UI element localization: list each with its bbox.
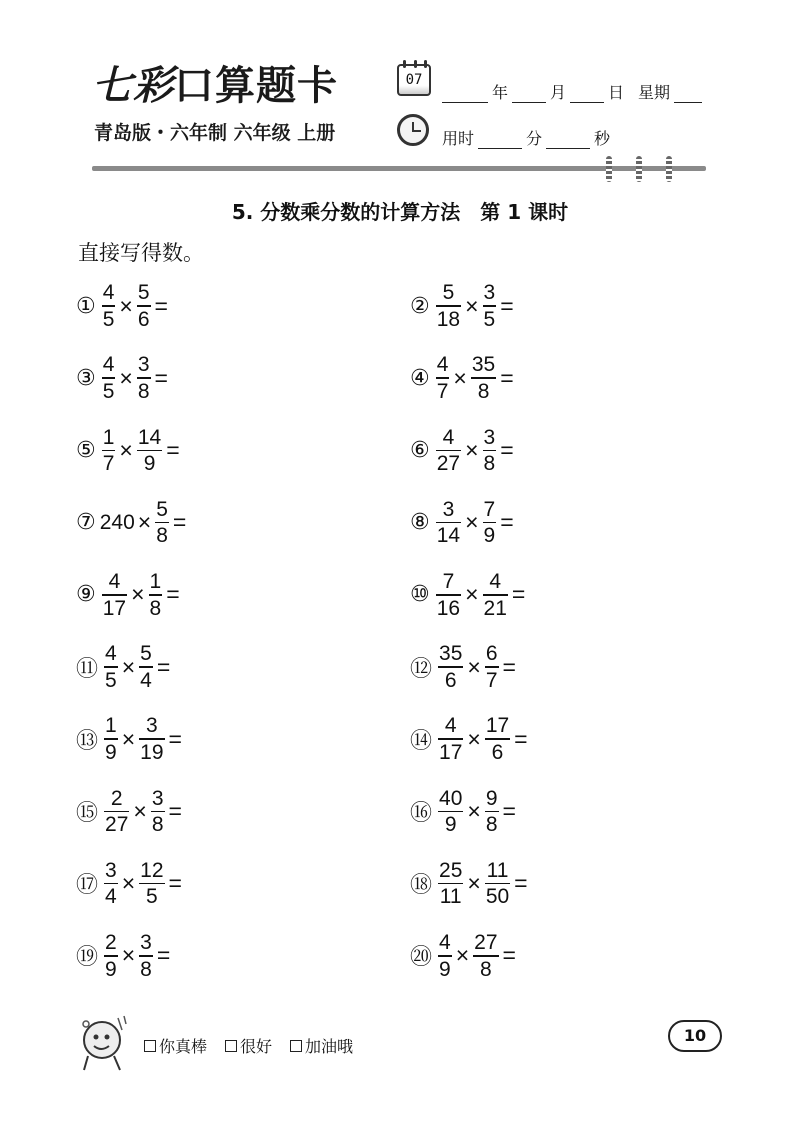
problem-item (410, 422, 606, 478)
equals-sign: = (500, 436, 514, 463)
numerator: 7 (483, 497, 496, 521)
fraction-bar (155, 522, 169, 524)
calendar-day: 07 (405, 72, 423, 88)
fraction (438, 715, 463, 763)
binder-rings-icon (606, 156, 672, 182)
times-sign: × (467, 653, 481, 680)
problem-number: ⑲ (76, 945, 99, 971)
numerator: 12 (140, 858, 164, 882)
answer-area[interactable] (184, 869, 274, 899)
numerator: 1 (149, 570, 162, 594)
times-sign: × (119, 292, 133, 319)
denominator: 9 (439, 957, 451, 981)
equals-sign: = (156, 942, 171, 969)
answer-area[interactable] (516, 508, 606, 538)
month-label: 月 (550, 83, 567, 102)
denominator: 9 (143, 452, 156, 476)
fraction-bar (438, 883, 463, 885)
problem-number: ⑦ (76, 510, 96, 536)
fraction-bar (104, 883, 118, 885)
problem-item (76, 422, 272, 478)
times-sign: × (455, 942, 470, 969)
times-sign: × (467, 725, 481, 752)
fraction (485, 860, 510, 908)
edition-label: 青岛版・六年制 六年级 上册 (94, 122, 336, 144)
numerator: 1 (102, 425, 115, 449)
equals-sign: = (172, 509, 187, 536)
fraction (436, 499, 461, 547)
answer-area[interactable] (518, 941, 608, 971)
fraction-bar (483, 594, 508, 596)
numerator: 3 (140, 931, 152, 955)
denominator: 11 (439, 885, 462, 909)
fraction-bar (104, 666, 118, 668)
times-sign: × (465, 292, 479, 319)
equals-sign: = (156, 653, 171, 680)
elapsed-label: 用时 (442, 129, 475, 148)
time-fill-line (442, 126, 610, 149)
problem-number: ⑨ (76, 582, 96, 608)
answer-area[interactable] (530, 724, 620, 754)
fraction (104, 788, 129, 836)
fraction (438, 932, 452, 980)
checkbox-icon[interactable] (225, 1040, 237, 1052)
problem-number: ⑮ (76, 800, 99, 826)
fraction (139, 715, 164, 763)
year-blank[interactable] (442, 86, 488, 103)
denominator: 27 (105, 813, 129, 837)
fraction-bar (438, 666, 463, 668)
problem-item (410, 856, 620, 912)
brand-title (92, 62, 338, 109)
equals-sign: = (502, 653, 516, 680)
fraction-bar (139, 883, 164, 885)
day-label: 日 (608, 83, 625, 102)
numerator: 1 (105, 714, 117, 738)
fraction (102, 571, 127, 619)
answer-area[interactable] (188, 508, 278, 538)
fraction-bar (485, 811, 499, 813)
fraction (104, 932, 118, 980)
calendar-icon (397, 64, 431, 96)
answer-area[interactable] (516, 435, 606, 465)
fraction (485, 715, 510, 763)
problem-item (76, 278, 260, 334)
rating-options (144, 1034, 353, 1057)
denominator: 5 (102, 379, 115, 403)
fraction-bar (104, 811, 129, 813)
denominator: 9 (105, 957, 117, 981)
denominator: 6 (444, 668, 457, 692)
problem-number: ③ (76, 365, 96, 391)
times-sign: × (121, 653, 136, 680)
numerator: 4 (102, 281, 115, 305)
denominator: 14 (436, 524, 461, 548)
denominator: 8 (137, 379, 150, 403)
problem-item (76, 928, 262, 984)
numerator: 4 (489, 570, 502, 594)
denominator: 9 (483, 524, 496, 548)
year-label: 年 (492, 83, 509, 102)
fraction (483, 499, 497, 547)
answer-area[interactable] (172, 941, 262, 971)
checkbox-icon[interactable] (144, 1040, 156, 1052)
answer-area[interactable] (170, 291, 260, 321)
answer-area[interactable] (518, 652, 608, 682)
times-sign: × (465, 436, 479, 463)
problem-number: ⑰ (76, 873, 99, 899)
fraction-bar (102, 594, 127, 596)
times-sign: × (133, 797, 147, 824)
fraction (438, 788, 463, 836)
checkbox-icon[interactable] (290, 1040, 302, 1052)
times-sign: × (453, 364, 467, 391)
numerator: 3 (483, 425, 496, 449)
fraction-bar (483, 522, 497, 524)
fraction (104, 715, 118, 763)
denominator: 19 (140, 740, 164, 764)
numerator: 3 (145, 714, 158, 738)
problem-item (76, 783, 274, 839)
denominator: 7 (485, 668, 498, 692)
denominator: 5 (105, 668, 117, 692)
denominator: 5 (102, 307, 115, 331)
fraction (137, 427, 162, 475)
problem-item (76, 711, 274, 767)
numerator: 35 (439, 642, 463, 666)
fraction (139, 932, 153, 980)
denominator: 6 (491, 740, 504, 764)
fraction (155, 499, 169, 547)
fraction-bar (137, 450, 162, 452)
answer-area[interactable] (516, 363, 606, 393)
fraction-bar (473, 955, 498, 957)
numerator: 25 (439, 858, 463, 882)
minutes-blank[interactable] (478, 132, 522, 149)
fraction-bar (151, 811, 165, 813)
fraction (104, 860, 118, 908)
denominator: 7 (436, 379, 449, 403)
rating-keep-going[interactable] (290, 1034, 353, 1057)
problem-number: ⑤ (76, 437, 96, 463)
numerator: 5 (442, 281, 455, 305)
fraction-bar (139, 666, 153, 668)
denominator: 8 (140, 957, 152, 981)
denominator: 27 (436, 452, 461, 476)
fraction-bar (436, 594, 461, 596)
answer-area[interactable] (184, 796, 274, 826)
denominator: 4 (105, 885, 117, 909)
denominator: 8 (483, 452, 496, 476)
numerator: 17 (485, 714, 510, 738)
numerator: 3 (442, 497, 455, 521)
problem-item (410, 350, 606, 406)
numerator: 14 (137, 425, 162, 449)
problem-number: ⑥ (410, 437, 430, 463)
answer-area[interactable] (530, 869, 620, 899)
problem-item (410, 783, 608, 839)
clock-icon (397, 114, 429, 146)
rating-great[interactable] (144, 1034, 207, 1057)
denominator: 8 (477, 379, 490, 403)
problem-item (410, 278, 606, 334)
brand-title-qicai: 七彩 (92, 62, 174, 109)
numerator: 3 (151, 786, 164, 810)
numerator: 5 (137, 281, 150, 305)
rating-label: 很好 (240, 1037, 273, 1056)
fraction-bar (102, 305, 116, 307)
problem-number: ⑯ (410, 800, 433, 826)
instruction: 直接写得数。 (78, 241, 204, 265)
equals-sign: = (511, 581, 526, 608)
fraction (436, 282, 461, 330)
fraction (438, 860, 463, 908)
times-sign: × (119, 436, 133, 463)
problem-number: ⑭ (410, 728, 433, 754)
fraction-bar (485, 666, 499, 668)
equals-sign: = (502, 797, 516, 824)
fraction-bar (139, 955, 153, 957)
denominator: 7 (102, 452, 115, 476)
numerator: 11 (486, 858, 509, 882)
fraction-bar (436, 450, 461, 452)
times-sign: × (121, 870, 136, 897)
problem-number: ⑩ (410, 582, 430, 608)
problem-number: ⑧ (410, 510, 430, 536)
fraction-bar (104, 955, 118, 957)
fraction (104, 643, 118, 691)
denominator: 21 (483, 596, 507, 620)
numerator: 3 (483, 281, 496, 305)
fraction (137, 282, 151, 330)
cartoon-mascot-icon (74, 1010, 134, 1072)
denominator: 6 (137, 307, 150, 331)
problem-number: ⑱ (410, 873, 433, 899)
problem-item (76, 856, 274, 912)
times-sign: × (121, 942, 136, 969)
answer-area[interactable] (170, 363, 260, 393)
fraction-bar (139, 738, 164, 740)
equals-sign: = (502, 942, 516, 969)
problem-item (410, 495, 606, 551)
fraction (137, 354, 151, 402)
fraction-bar (149, 594, 163, 596)
fraction-bar (102, 377, 116, 379)
equals-sign: = (166, 436, 180, 463)
numerator: 2 (105, 931, 117, 955)
equals-sign: = (154, 364, 168, 391)
numerator: 5 (140, 642, 152, 666)
numerator: 4 (105, 642, 117, 666)
problem-item (76, 567, 272, 623)
denominator: 5 (483, 307, 496, 331)
fraction (139, 860, 164, 908)
fraction-bar (104, 738, 118, 740)
equals-sign: = (514, 870, 528, 897)
fraction-bar (483, 450, 497, 452)
fraction (483, 571, 508, 619)
fraction (485, 788, 499, 836)
whole-number: 240 (99, 510, 135, 534)
numerator: 4 (102, 353, 115, 377)
brand-title-koushuan: 口算题卡 (174, 63, 338, 109)
rating-label: 加油哦 (305, 1037, 354, 1056)
denominator: 8 (151, 813, 164, 837)
problem-number: ⑳ (410, 945, 433, 971)
denominator: 50 (485, 885, 510, 909)
fraction (151, 788, 165, 836)
problem-item (410, 639, 608, 695)
fraction-bar (137, 305, 151, 307)
numerator: 4 (439, 931, 451, 955)
times-sign: × (465, 509, 479, 536)
denominator: 9 (444, 813, 457, 837)
month-blank[interactable] (512, 86, 546, 103)
equals-sign: = (168, 797, 182, 824)
answer-area[interactable] (172, 652, 262, 682)
fraction-bar (438, 738, 463, 740)
seconds-label: 秒 (594, 129, 611, 148)
fraction (436, 571, 461, 619)
equals-sign: = (500, 364, 514, 391)
equals-sign: = (166, 581, 180, 608)
times-sign: × (465, 581, 479, 608)
times-sign: × (467, 870, 481, 897)
denominator: 9 (105, 740, 117, 764)
times-sign: × (121, 725, 136, 752)
fraction (471, 354, 496, 402)
equals-sign: = (154, 292, 168, 319)
numerator: 3 (105, 858, 117, 882)
fraction (485, 643, 499, 691)
problem-number: ⑫ (410, 656, 433, 682)
numerator: 4 (108, 570, 121, 594)
denominator: 8 (485, 813, 498, 837)
numerator: 3 (137, 353, 150, 377)
numerator: 27 (474, 931, 498, 955)
answer-area[interactable] (518, 796, 608, 826)
denominator: 17 (102, 596, 127, 620)
fraction (149, 571, 163, 619)
numerator: 6 (485, 642, 498, 666)
fraction-bar (436, 305, 461, 307)
problem-item (410, 928, 608, 984)
fraction (438, 643, 463, 691)
times-sign: × (137, 509, 152, 536)
answer-area[interactable] (516, 291, 606, 321)
fraction-bar (483, 305, 497, 307)
equals-sign: = (500, 292, 514, 319)
problem-number: ① (76, 293, 96, 319)
denominator: 16 (436, 596, 461, 620)
fraction-bar (471, 377, 496, 379)
rating-label: 你真棒 (159, 1037, 208, 1056)
fraction (436, 354, 450, 402)
weekday-blank[interactable] (674, 86, 702, 103)
numerator: 7 (442, 570, 455, 594)
fraction (102, 354, 116, 402)
equals-sign: = (514, 725, 528, 752)
equals-sign: = (168, 870, 182, 897)
numerator: 4 (436, 353, 449, 377)
denominator: 18 (436, 307, 461, 331)
fraction-bar (485, 883, 510, 885)
times-sign: × (467, 797, 481, 824)
fraction (102, 282, 116, 330)
day-blank[interactable] (570, 86, 604, 103)
rating-good[interactable] (225, 1034, 272, 1057)
lesson-title: 5. 分数乘分数的计算方法 第 1 课时 (231, 200, 569, 224)
fraction-bar (438, 955, 452, 957)
answer-area[interactable] (527, 580, 617, 610)
fraction-bar (102, 450, 116, 452)
fraction-bar (137, 377, 151, 379)
fraction (483, 282, 497, 330)
minutes-label: 分 (526, 129, 543, 148)
answer-area[interactable] (184, 724, 274, 754)
page-number: 10 (668, 1020, 722, 1052)
numerator: 35 (471, 353, 496, 377)
problem-number: ④ (410, 365, 430, 391)
denominator: 8 (156, 524, 168, 548)
problem-item (76, 639, 262, 695)
date-fill-line (442, 80, 702, 103)
problem-item (410, 567, 617, 623)
problem-number: ⑪ (76, 656, 99, 682)
problem-number: ② (410, 293, 430, 319)
numerator: 2 (110, 786, 123, 810)
problem-item (410, 711, 620, 767)
fraction (436, 427, 461, 475)
problem-item (76, 495, 278, 551)
denominator: 8 (479, 957, 492, 981)
denominator: 17 (439, 740, 463, 764)
numerator: 5 (156, 497, 168, 521)
denominator: 4 (140, 668, 152, 692)
fraction (139, 643, 153, 691)
fraction-bar (438, 811, 463, 813)
denominator: 5 (145, 885, 158, 909)
equals-sign: = (168, 725, 182, 752)
times-sign: × (131, 581, 145, 608)
numerator: 9 (485, 786, 498, 810)
numerator: 40 (439, 786, 463, 810)
numerator: 4 (444, 714, 457, 738)
problem-number: ⑬ (76, 728, 99, 754)
answer-area[interactable] (182, 580, 272, 610)
fraction (102, 427, 116, 475)
times-sign: × (119, 364, 133, 391)
fraction-bar (436, 377, 450, 379)
equals-sign: = (500, 509, 514, 536)
fraction (483, 427, 497, 475)
problem-item (76, 350, 260, 406)
seconds-blank[interactable] (546, 132, 590, 149)
weekday-label: 星期 (638, 83, 671, 102)
fraction (473, 932, 498, 980)
denominator: 8 (149, 596, 162, 620)
fraction-bar (436, 522, 461, 524)
numerator: 4 (442, 425, 455, 449)
fraction-bar (485, 738, 510, 740)
answer-area[interactable] (182, 435, 272, 465)
